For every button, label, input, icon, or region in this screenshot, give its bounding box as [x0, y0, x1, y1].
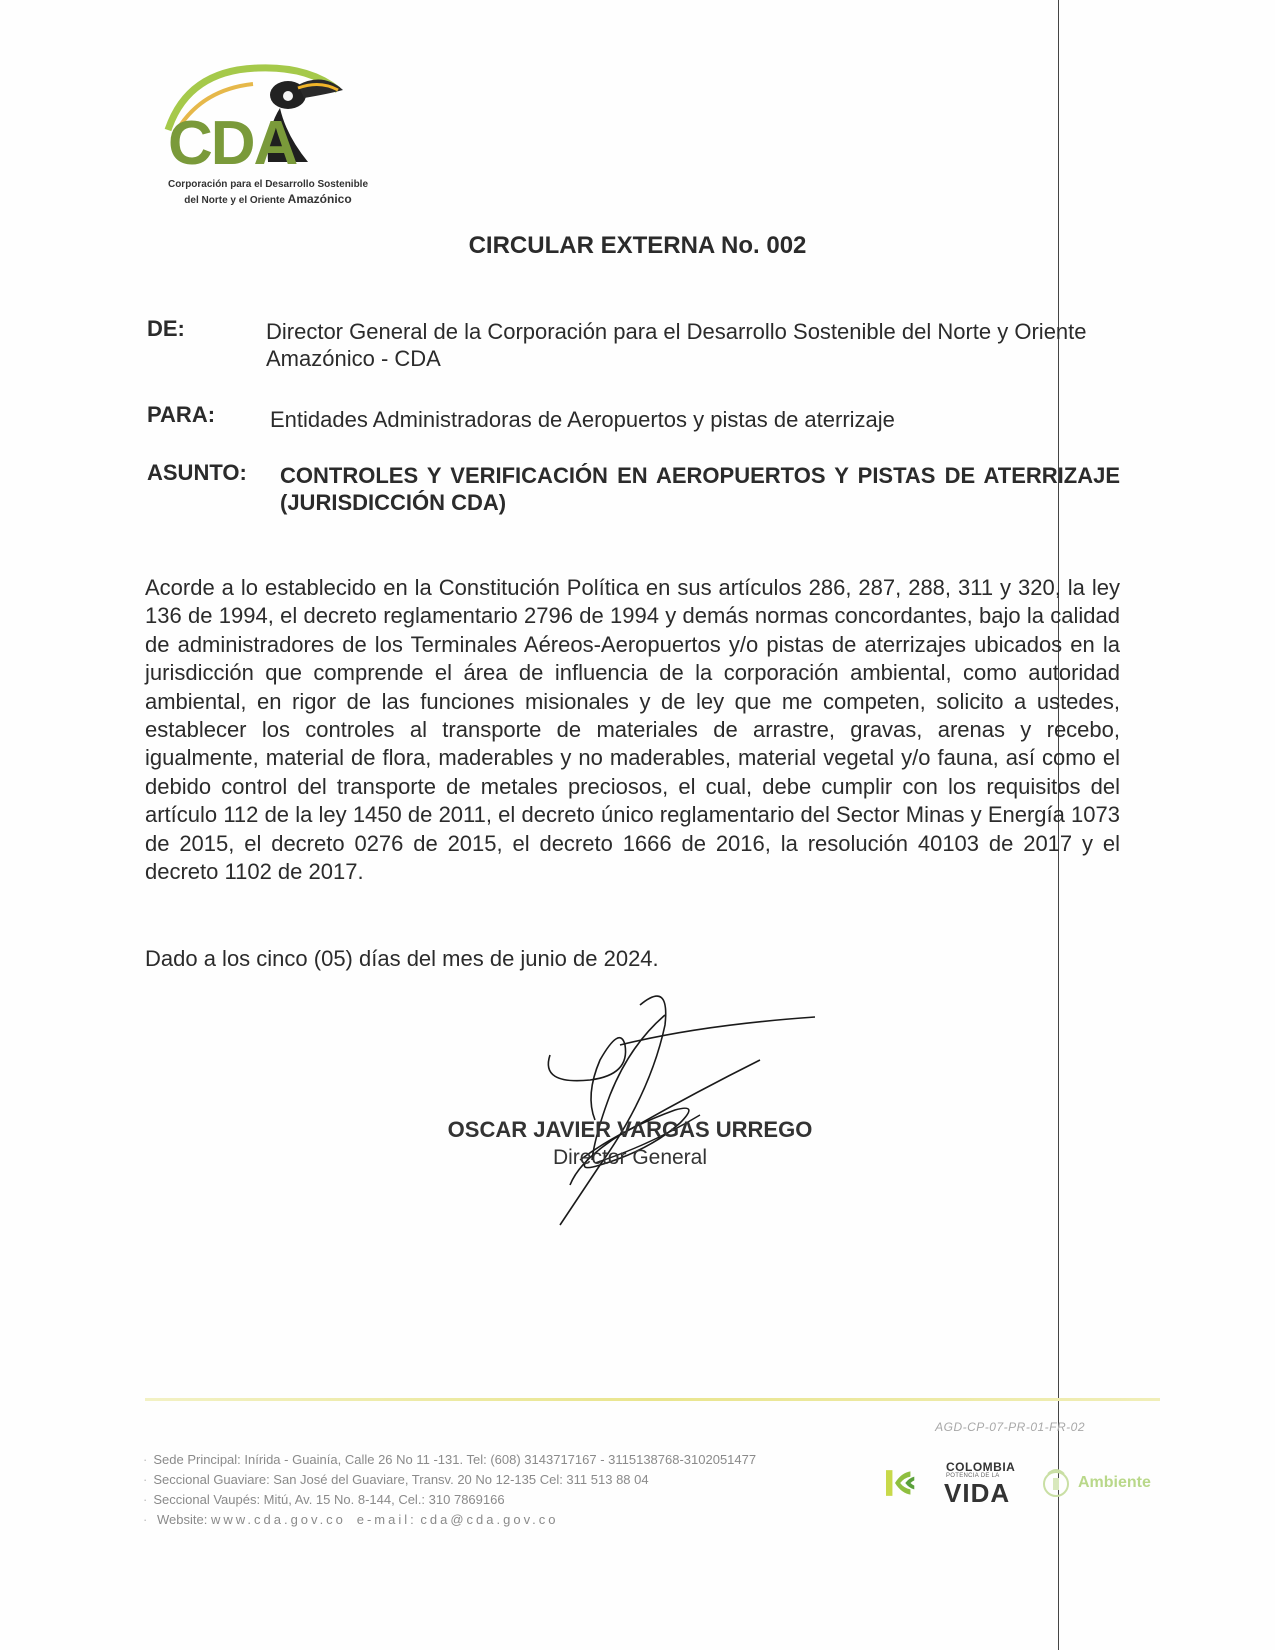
de-label: DE:	[147, 316, 185, 341]
colombia-potencia-vida-logo	[886, 1460, 1026, 1508]
de-text: Director General de la Corporación para el Desarrollo Sostenible del Norte y Oriente Amazónico - CDA	[266, 319, 1087, 371]
email-link[interactable]: cda@cda.gov.co	[420, 1512, 559, 1527]
asunto-label: ASUNTO:	[147, 460, 247, 485]
cda-logo	[148, 60, 388, 210]
website-link[interactable]: www.cda.gov.co	[210, 1512, 346, 1527]
handwritten-signature	[500, 985, 840, 1245]
footer-vaupes-office: · Seccional Vaupés: Mitú, Av. 15 No. 8-144, Cel.: 310 7869166	[143, 1490, 756, 1510]
colombia-text: COLOMBIA	[946, 1460, 1016, 1474]
ambiente-logo	[1040, 1464, 1165, 1504]
logo-caption	[148, 178, 388, 208]
document-title: CIRCULAR EXTERNA No. 002	[468, 232, 807, 259]
footer-divider	[145, 1398, 1160, 1401]
potencia-text: POTENCIA DE LA	[946, 1473, 1000, 1479]
footer-contact	[143, 1450, 756, 1530]
footer-main-office: · Sede Principal: Inírida - Guainía, Calle 26 No 11 -131. Tel: (608) 3143717167 - 3115138768-3102051477	[143, 1450, 756, 1470]
para-label: PARA:	[147, 402, 216, 427]
asunto-text: CONTROLES Y VERIFICACIÓN EN AEROPUERTOS Y PISTAS DE ATERRIZAJE (JURISDICCIÓN CDA)	[280, 463, 1120, 515]
vida-text: VIDA	[944, 1478, 1011, 1508]
website-label: Website:	[156, 1512, 208, 1527]
toucan-emblem	[148, 60, 388, 180]
date-line: Dado a los cinco (05) días del mes de junio de 2024.	[145, 946, 659, 971]
form-code: AGD-CP-07-PR-01-FR-02	[935, 1420, 1085, 1434]
body-paragraph: Acorde a lo establecido en la Constitución Política en sus artículos 286, 287, 288, 311 y 320, la ley 136 de 1994, el decreto reglamentario 2796 de 1994 y demás normas concordantes, bajo la calidad de administradores de los Terminales Aéreos-Aeropuertos y/o pistas de aterrizajes ubicados en la jurisdicción que comprende el área de influencia de la corporación ambiental, como autoridad ambiental, en rigor de las funciones misionales y de ley que me competen, solicito a ustedes, establecer los controles al transporte de materiales de arrastre, gravas, arenas y recebo, igualmente, material de flora, maderables y no maderables, material vegetal y/o fauna, así como el debido control del transporte de metales preciosos, el cual, debe cumplir con los requisitos del artículo 112 de la ley 1450 de 2011, el decreto único reglamentario del Sector Minas y Energía 1073 de 2015, el decreto 0276 de 2015, el decreto 1666 de 2016, la resolución 40103 de 2017 y el decreto 1102 de 2017.	[145, 575, 1120, 885]
signer-name: OSCAR JAVIER VARGAS URREGO	[447, 1117, 813, 1142]
logo-caption-amazonico: Amazónico	[287, 192, 352, 206]
footer-web-contact	[143, 1510, 756, 1530]
para-text: Entidades Administradoras de Aeropuertos y pistas de aterrizaje	[270, 407, 895, 432]
logo-caption-line1: Corporación para el Desarrollo Sostenible	[167, 179, 369, 190]
colombia-flag-icon	[886, 1464, 922, 1502]
ambiente-seal-icon	[1040, 1464, 1072, 1504]
logo-acronym: CDA	[168, 109, 297, 178]
footer-guaviare-office: · Seccional Guaviare: San José del Guaviare, Transv. 20 No 12-135 Cel: 311 513 88 04	[143, 1470, 756, 1490]
logo-caption-line2: del Norte y el Oriente	[184, 195, 285, 206]
ambiente-text: Ambiente	[1078, 1474, 1151, 1491]
signer-role: Director General	[552, 1146, 708, 1169]
email-label: e-mail:	[356, 1512, 417, 1527]
